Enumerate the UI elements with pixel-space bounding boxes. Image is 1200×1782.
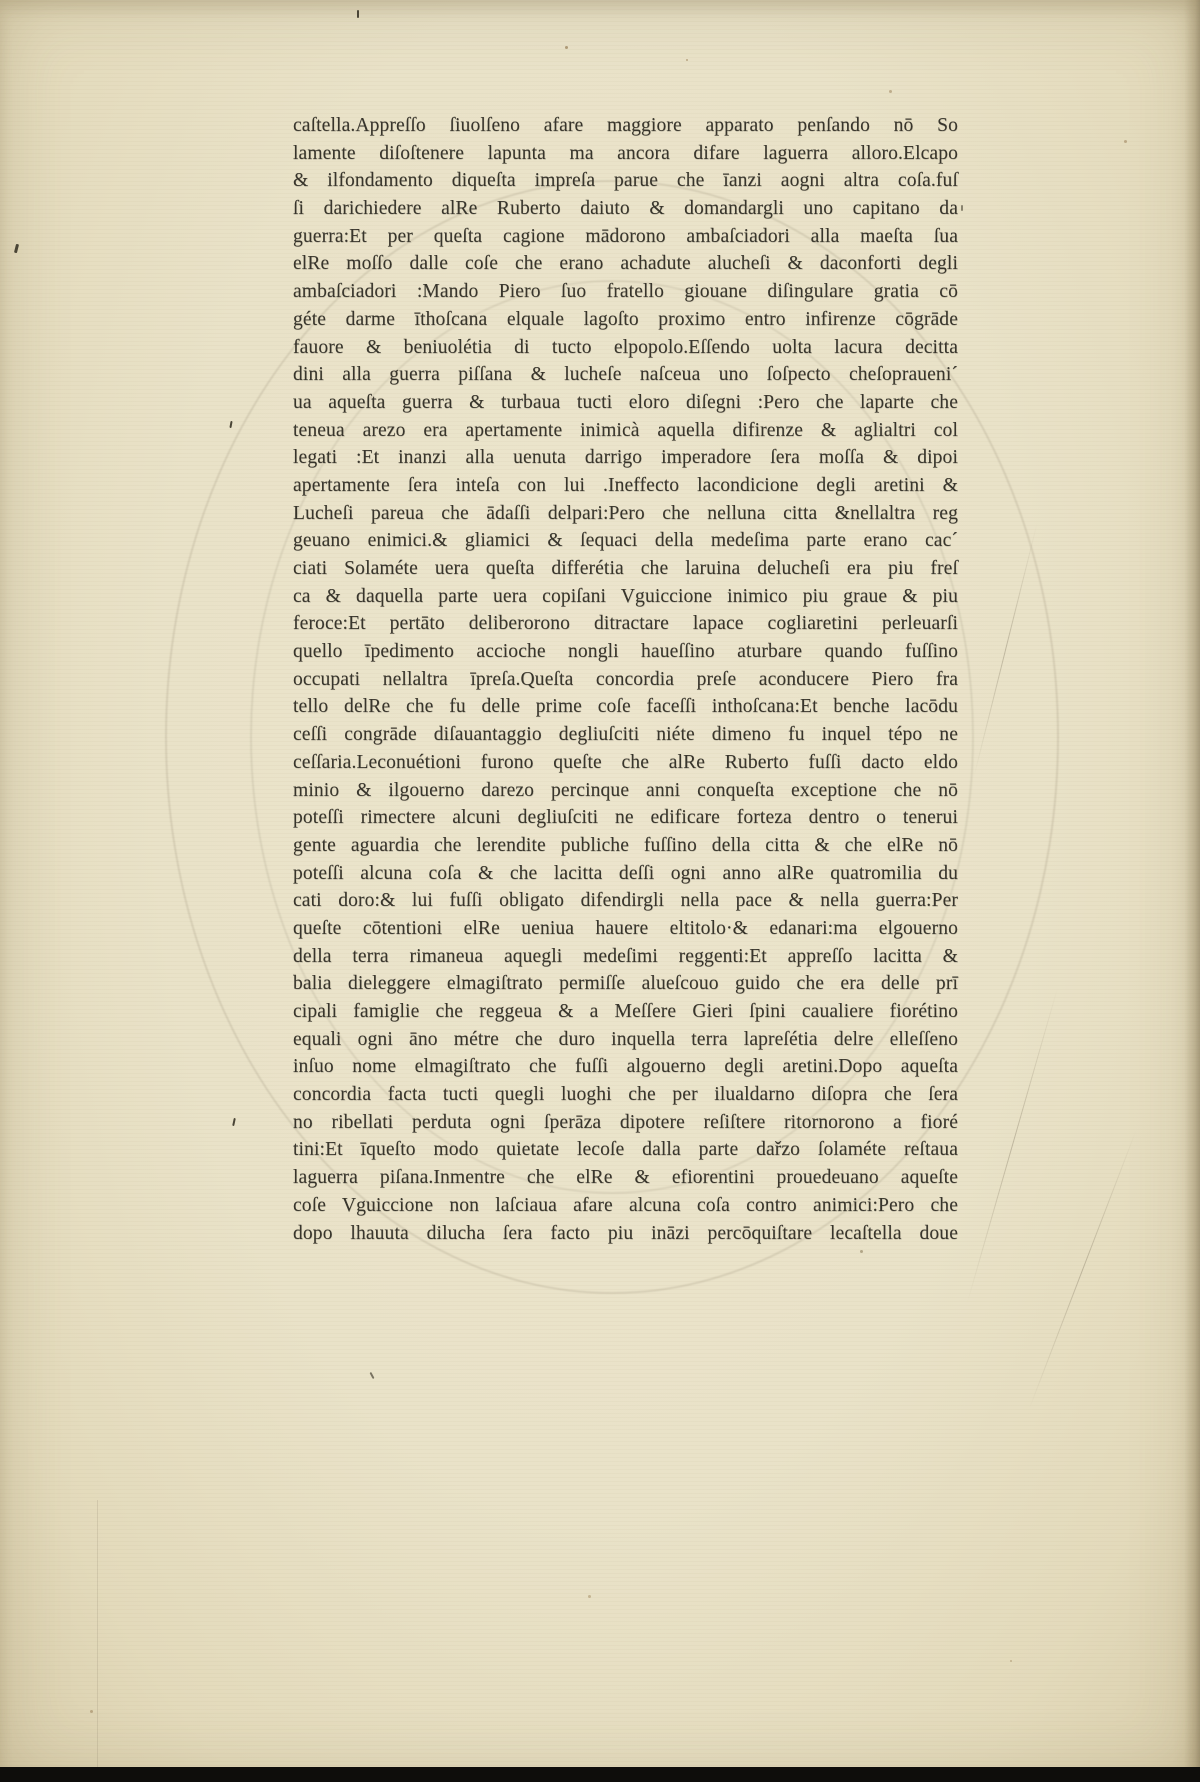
ink-mark — [232, 1118, 236, 1126]
text-line: ca & daquella parte uera copiſani Vguiccione inimico piu graue & piu — [293, 585, 958, 607]
text-line: concordia facta tucti quegli luoghi che per ilualdarno diſopra che ſera — [293, 1084, 958, 1106]
text-line: legati :Et inanzi alla uenuta darrigo imperadore ſera moſſa & dipoi — [293, 447, 958, 469]
page-edge-shadow — [1184, 0, 1200, 1782]
text-block — [293, 112, 958, 1247]
text-line: cipali famiglie che reggeua & a Meſſere Gieri ſpini caualiere fiorétino — [293, 1001, 958, 1022]
paper-speck — [686, 59, 688, 61]
text-line: & ilfondamento diqueſta impreſa parue che īanzi aogni altra coſa.fuſ — [293, 170, 958, 192]
paper-speck — [1124, 140, 1127, 143]
text-line: gente aguardia che lerendite publiche fuſſino della citta & che elRe nō — [293, 834, 958, 856]
text-line: tello delRe che fu delle prime coſe faceſſi inthoſcana:Et benche lacōdu — [293, 696, 958, 718]
scanner-edge-strip — [0, 1767, 1200, 1782]
scratch-line — [1028, 1130, 1136, 1410]
text-line: ceſſaria.Leconuétioni furono queſte che alRe Ruberto fuſſi dacto eldo — [293, 751, 958, 773]
ink-mark — [369, 1372, 374, 1379]
text-line: ua aqueſta guerra & turbaua tucti eloro diſegni :Pero che laparte che — [293, 391, 958, 413]
paper-speck — [565, 46, 568, 49]
text-line: cati doro:& lui fuſſi obligato difendirgli nella pace & nella guerra:Per — [293, 890, 958, 912]
ink-mark — [14, 244, 19, 253]
text-line: géte darme īthoſcana elquale lagoſto proximo entro infirenze cōgrāde — [293, 308, 958, 330]
paper-speck — [860, 1250, 863, 1253]
text-line: Lucheſi pareua che ādaſſi delpari:Pero che nelluna citta &nellaltra reg — [293, 502, 958, 524]
ink-mark — [229, 421, 232, 428]
text-line: guerra:Et per queſta cagione mādorono ambaſciadori alla maeſta ſua — [293, 225, 958, 247]
text-line: equali ogni āno métre che duro inquella terra lapreſétia delre elleſſeno — [293, 1028, 958, 1050]
text-line: laguerra piſana.Inmentre che elRe & efiorentini prouedeuano aqueſte — [293, 1167, 958, 1189]
text-line: ciati Solaméte uera queſta differétia che laruina delucheſi era piu freſ — [293, 558, 958, 579]
ink-mark — [357, 10, 359, 18]
text-line: balia dieleggere elmagiſtrato permiſſe alueſcouo guido che era delle prī — [293, 973, 958, 995]
text-line: ceſſi congrāde diſauantaggio degliuſciti niéte dimeno fu inquel tépo ne — [293, 724, 958, 746]
text-line: no ribellati perduta ogni ſperāza dipotere reſiſtere ritornorono a fioré — [293, 1111, 958, 1133]
text-line: caſtella.Appreſſo ſiuolſeno afare maggiore apparato penſando nō So — [293, 115, 958, 136]
paper-crease — [97, 1500, 98, 1770]
text-line: inſuo nome elmagiſtrato che fuſſi algouerno degli aretini.Dopo aqueſta — [293, 1056, 958, 1078]
text-line: fauore & beniuolétia di tucto elpopolo.Eſſendo uolta lacura decitta — [293, 336, 958, 358]
text-line: poteſſi rimectere alcuni degliuſciti ne edificare forteza dentro o tenerui — [293, 807, 958, 829]
text-line: ſi darichiedere alRe Ruberto daiuto & domandargli uno capitano da — [293, 198, 958, 220]
text-line: lamente diſoſtenere lapunta ma ancora difare laguerra alloro.Elcapo — [293, 142, 958, 164]
paper-speck — [889, 90, 892, 93]
text-line: teneua arezo era apertamente inimicà aquella difirenze & aglialtri col — [293, 419, 958, 441]
text-line: ambaſciadori :Mando Piero ſuo fratello giouane diſingulare gratia cō — [293, 281, 958, 303]
paper-speck — [90, 1710, 93, 1713]
scratch-line — [974, 524, 1038, 777]
text-line: occupati nellaltra īpreſa.Queſta concordia preſe aconducere Piero fra — [293, 668, 958, 690]
text-line: minio & ilgouerno darezo percinque anni conqueſta exceptione che nō — [293, 779, 958, 801]
ink-mark — [961, 205, 963, 211]
scratch-line — [967, 986, 1059, 1303]
text-line: della terra rimaneua aquegli medeſimi reggenti:Et appreſſo lacitta & — [293, 945, 958, 967]
text-line: feroce:Et pertāto deliberorono ditractare lapace cogliaretini perleuarſi — [293, 613, 958, 635]
text-line: apertamente ſera inteſa con lui .Ineffecto lacondicione degli aretini & — [293, 474, 958, 496]
text-line: coſe Vguiccione non laſciaua afare alcuna coſa contro animici:Pero che — [293, 1194, 958, 1216]
text-line: tini:Et īqueſto modo quietate lecoſe dalla parte dařzo ſolaméte reſtaua — [293, 1139, 958, 1161]
text-line: poteſſi alcuna coſa & che lacitta deſſi ogni anno alRe quatromilia du — [293, 862, 958, 884]
text-line: quello īpedimento accioche nongli haueſſino aturbare quando fuſſino — [293, 641, 958, 663]
text-line: geuano enimici.& gliamici & ſequaci della medeſima parte erano cac´ — [293, 530, 958, 552]
text-line: dopo lhauuta dilucha ſera facto piu ināzi percōquiſtare lecaſtella doue — [293, 1222, 958, 1244]
text-line: dini alla guerra piſſana & lucheſe naſceua uno ſoſpecto cheſopraueni´ — [293, 364, 958, 386]
text-line: queſte cōtentioni elRe ueniua hauere eltitolo·& edanari:ma elgouerno — [293, 917, 958, 939]
paper-speck — [1010, 1660, 1012, 1662]
text-line: elRe moſſo dalle coſe che erano achadute alucheſi & daconforti degli — [293, 253, 958, 275]
paper-speck — [588, 1595, 591, 1598]
